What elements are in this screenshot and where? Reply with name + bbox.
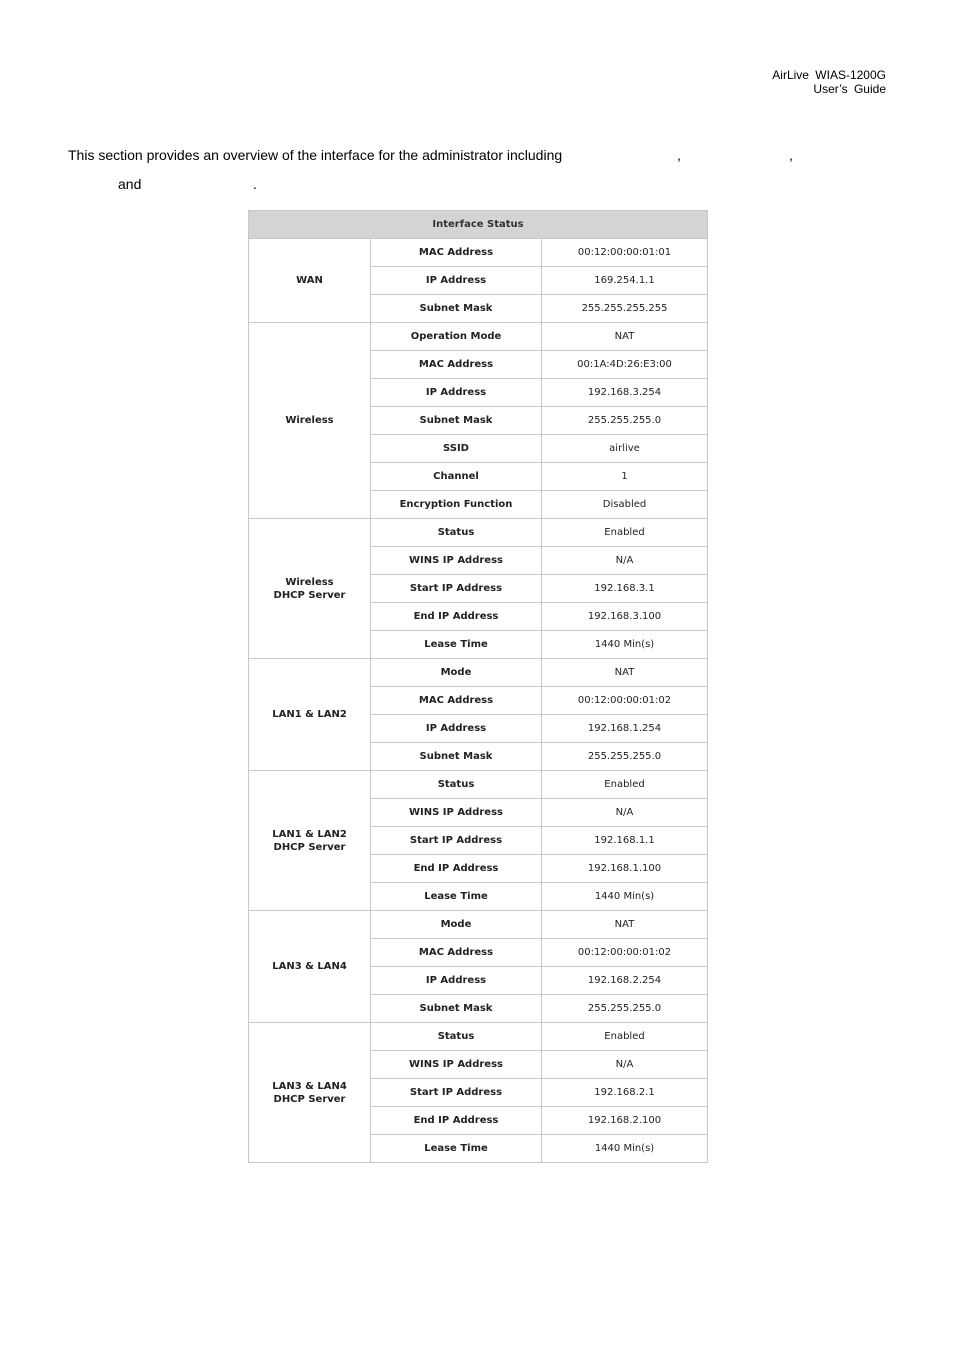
field-label: Lease Time — [371, 883, 542, 911]
field-label: Start IP Address — [371, 1079, 542, 1107]
field-label: End IP Address — [371, 603, 542, 631]
table-body — [249, 239, 708, 1163]
field-value: 00:12:00:00:01:02 — [542, 939, 708, 967]
table-row — [249, 771, 708, 799]
product-name: AirLive WIAS-1200G — [772, 68, 886, 82]
field-label: WINS IP Address — [371, 1051, 542, 1079]
section-name-line: DHCP Server — [273, 589, 346, 601]
field-label: Subnet Mask — [371, 743, 542, 771]
intro-line-1: This section provides an overview of the interface for the administrator including — [68, 147, 563, 163]
section-name — [249, 659, 371, 771]
field-value: 169.254.1.1 — [542, 267, 708, 295]
intro-comma-2: , — [789, 147, 793, 163]
field-label: Encryption Function — [371, 491, 542, 519]
field-value: 255.255.255.0 — [542, 995, 708, 1023]
guide-title: User’s Guide — [813, 82, 886, 96]
field-label: Mode — [371, 659, 542, 687]
section-name-line: DHCP Server — [273, 1093, 346, 1105]
field-value: 255.255.255.0 — [542, 743, 708, 771]
section-name — [249, 519, 371, 659]
field-value: 192.168.2.254 — [542, 967, 708, 995]
field-value: Enabled — [542, 771, 708, 799]
field-value: NAT — [542, 659, 708, 687]
field-label: MAC Address — [371, 239, 542, 267]
intro-period: . — [253, 176, 257, 192]
field-label: Status — [371, 1023, 542, 1051]
field-value: 192.168.1.100 — [542, 855, 708, 883]
section-name-line: Wireless — [285, 415, 334, 426]
field-value: 1440 Min(s) — [542, 631, 708, 659]
section-name-line: LAN1 & LAN2 — [272, 828, 347, 840]
field-label: WINS IP Address — [371, 799, 542, 827]
section-name — [249, 911, 371, 1023]
field-label: MAC Address — [371, 351, 542, 379]
intro-comma-1: , — [677, 147, 681, 163]
table-row — [249, 659, 708, 687]
field-value: 1440 Min(s) — [542, 1135, 708, 1163]
field-value: 192.168.3.100 — [542, 603, 708, 631]
field-value: N/A — [542, 799, 708, 827]
section-name — [249, 239, 371, 323]
field-value: NAT — [542, 911, 708, 939]
field-label: End IP Address — [371, 855, 542, 883]
field-value: 192.168.2.100 — [542, 1107, 708, 1135]
field-value: NAT — [542, 323, 708, 351]
field-label: IP Address — [371, 379, 542, 407]
field-value: 00:12:00:00:01:01 — [542, 239, 708, 267]
field-label: SSID — [371, 435, 542, 463]
field-value: Enabled — [542, 1023, 708, 1051]
field-label: IP Address — [371, 967, 542, 995]
field-label: Channel — [371, 463, 542, 491]
section-name-line: Wireless — [285, 576, 334, 588]
section-name-line: LAN3 & LAN4 — [272, 1080, 347, 1092]
section-name — [249, 323, 371, 519]
field-label: IP Address — [371, 267, 542, 295]
section-name-line: LAN1 & LAN2 — [272, 709, 347, 720]
field-value: 192.168.1.1 — [542, 827, 708, 855]
field-label: WINS IP Address — [371, 547, 542, 575]
field-value: 192.168.1.254 — [542, 715, 708, 743]
field-value: 00:12:00:00:01:02 — [542, 687, 708, 715]
field-label: Subnet Mask — [371, 407, 542, 435]
field-value: N/A — [542, 1051, 708, 1079]
field-label: MAC Address — [371, 687, 542, 715]
field-label: Start IP Address — [371, 575, 542, 603]
field-value: 192.168.3.254 — [542, 379, 708, 407]
field-value: 00:1A:4D:26:E3:00 — [542, 351, 708, 379]
table-title: Interface Status — [249, 211, 708, 239]
field-value: N/A — [542, 547, 708, 575]
field-label: Mode — [371, 911, 542, 939]
field-value: 255.255.255.255 — [542, 295, 708, 323]
section-name — [249, 1023, 371, 1163]
field-value: 255.255.255.0 — [542, 407, 708, 435]
field-value: 192.168.2.1 — [542, 1079, 708, 1107]
table-row — [249, 323, 708, 351]
field-label: IP Address — [371, 715, 542, 743]
field-value: 1440 Min(s) — [542, 883, 708, 911]
field-value: Enabled — [542, 519, 708, 547]
field-value: Disabled — [542, 491, 708, 519]
field-label: Lease Time — [371, 631, 542, 659]
section-name-line: DHCP Server — [273, 841, 346, 853]
field-label: Status — [371, 519, 542, 547]
section-name-line: WAN — [296, 275, 323, 286]
table-row — [249, 519, 708, 547]
field-label: Operation Mode — [371, 323, 542, 351]
field-value: 1 — [542, 463, 708, 491]
table-row — [249, 239, 708, 267]
interface-status-table — [248, 210, 708, 1163]
table-row — [249, 911, 708, 939]
field-value: 192.168.3.1 — [542, 575, 708, 603]
field-label: Subnet Mask — [371, 295, 542, 323]
field-label: End IP Address — [371, 1107, 542, 1135]
intro-and: and — [118, 176, 142, 192]
page-header — [772, 68, 886, 96]
field-label: Subnet Mask — [371, 995, 542, 1023]
field-label: Start IP Address — [371, 827, 542, 855]
field-label: Lease Time — [371, 1135, 542, 1163]
section-name-line: LAN3 & LAN4 — [272, 961, 347, 972]
section-name — [249, 771, 371, 911]
field-label: Status — [371, 771, 542, 799]
table-row — [249, 1023, 708, 1051]
field-value: airlive — [542, 435, 708, 463]
field-label: MAC Address — [371, 939, 542, 967]
